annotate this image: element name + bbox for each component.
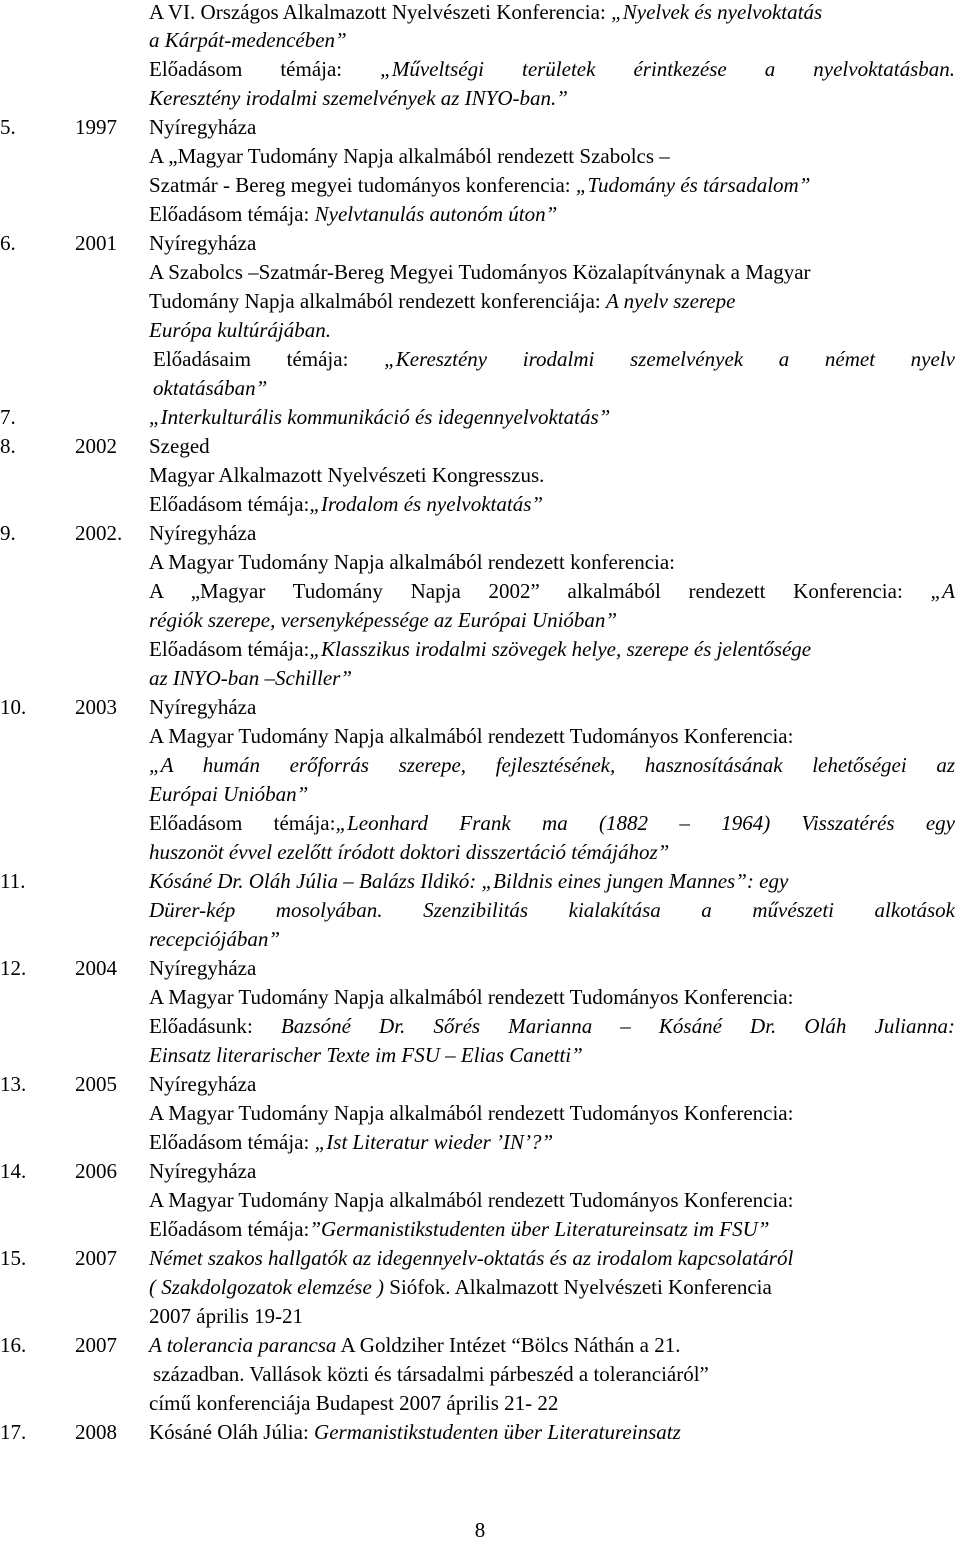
entry-text-line: huszonöt évvel ezelőtt íródott doktori disszertáció témájához”: [149, 840, 670, 864]
entry-text-line: A VI. Országos Alkalmazott Nyelvészeti Konferencia: „Nyelvek és nyelvoktatás: [149, 0, 823, 24]
entry-text-line: Keresztény irodalmi szemelvények az INYO-ban.”: [149, 86, 568, 110]
page-number: 8: [474, 1518, 486, 1542]
entry-text-line: Előadásom témája:„Irodalom és nyelvoktatás”: [149, 492, 544, 516]
entry-text-line: Előadásom témája: „Ist Literatur wieder ’IN’?”: [149, 1130, 554, 1154]
entry-text-line: A Magyar Tudomány Napja alkalmából rendezett Tudományos Konferencia:: [149, 985, 794, 1009]
entry-year: 2008: [75, 1420, 117, 1444]
entry-text-line: „Interkulturális kommunikáció és idegennyelvoktatás”: [149, 405, 611, 429]
entry-text-line: az INYO-ban –Schiller”: [149, 666, 353, 690]
entry-year: 2001: [75, 231, 117, 255]
entry-text-line: A tolerancia parancsa A Goldziher Intézet “Bölcs Náthán a 21.: [149, 1333, 681, 1357]
entry-place: Nyíregyháza: [149, 1072, 257, 1096]
entry-text-line: ( Szakdolgozatok elemzése ) Siófok. Alkalmazott Nyelvészeti Konferencia: [149, 1275, 772, 1299]
entry-text-line: Előadásom témája:”Germanistikstudenten über Literatureinsatz im FSU”: [149, 1217, 770, 1241]
entry-year: 2007: [75, 1246, 117, 1270]
entry-text-line: A „Magyar Tudomány Napja alkalmából rendezett Szabolcs –: [149, 144, 670, 168]
entry-year: 2006: [75, 1159, 117, 1183]
entry-text-line: oktatásában”: [153, 376, 268, 400]
entry-year: 2005: [75, 1072, 117, 1096]
entry-text-line: A Magyar Tudomány Napja alkalmából rendezett Tudományos Konferencia:: [149, 724, 794, 748]
entry-number: 14.: [0, 1159, 27, 1183]
entry-text-line: A „Magyar Tudomány Napja 2002” alkalmából rendezett Konferencia: „A: [149, 579, 955, 603]
entry-number: 17.: [0, 1420, 27, 1444]
entry-text-line: Kósáné Oláh Júlia: Germanistikstudenten über Literatureinsatz: [149, 1420, 681, 1444]
entry-text-line: A Magyar Tudomány Napja alkalmából rendezett Tudományos Konferencia:: [149, 1101, 794, 1125]
entry-text-line: A Szabolcs –Szatmár-Bereg Megyei Tudományos Közalapítványnak a Magyar: [149, 260, 811, 284]
entry-text-line: Magyar Alkalmazott Nyelvészeti Kongresszus.: [149, 463, 545, 487]
entry-place: Nyíregyháza: [149, 956, 257, 980]
entry-text-line: „A humán erőforrás szerepe, fejlesztésének, hasznosításának lehetőségei az: [149, 753, 955, 777]
entry-text-line: Szatmár - Bereg megyei tudományos konferencia: „Tudomány és társadalom”: [149, 173, 811, 197]
entry-text-line: Európai Unióban”: [149, 782, 309, 806]
entry-year: 2002.: [75, 521, 123, 545]
entry-text-line: Kósáné Dr. Oláh Júlia – Balázs Ildikó: „Bildnis eines jungen Mannes”: egy: [149, 869, 789, 893]
entry-place: Nyíregyháza: [149, 1159, 257, 1183]
entry-number: 7.: [0, 405, 16, 429]
entry-place: Nyíregyháza: [149, 695, 257, 719]
entry-text-line: Előadásaim témája: „Keresztény irodalmi szemelvények a német nyelv: [153, 347, 955, 371]
entry-text-line: Európa kultúrájában.: [149, 318, 331, 342]
entry-year: 2007: [75, 1333, 117, 1357]
entry-text-line: Német szakos hallgatók az idegennyelv-oktatás és az irodalom kapcsolatáról: [149, 1246, 794, 1270]
entry-place: Nyíregyháza: [149, 115, 257, 139]
entry-text-line: recepciójában”: [149, 927, 281, 951]
entry-number: 6.: [0, 231, 16, 255]
entry-text-line: Dürer-kép mosolyában. Szenzibilitás kialakítása a művészeti alkotások: [149, 898, 955, 922]
entry-text-line: Előadásom témája:„Klasszikus irodalmi szövegek helye, szerepe és jelentősége: [149, 637, 812, 661]
entry-number: 10.: [0, 695, 27, 719]
entry-number: 11.: [0, 869, 26, 893]
entry-text-line: Előadásom témája: „Műveltségi területek érintkezése a nyelvoktatásban.: [149, 57, 955, 81]
entry-text-line: Előadásunk: Bazsóné Dr. Sőrés Marianna – Kósáné Dr. Oláh Julianna:: [149, 1014, 955, 1038]
entry-number: 8.: [0, 434, 16, 458]
entry-text-line: című konferenciája Budapest 2007 április 21- 22: [149, 1391, 559, 1415]
entry-text-line: A Magyar Tudomány Napja alkalmából rendezett konferencia:: [149, 550, 676, 574]
entry-text-line: Előadásom témája:„Leonhard Frank ma (1882 – 1964) Visszatérés egy: [149, 811, 955, 835]
entry-text-line: Tudomány Napja alkalmából rendezett konferenciája: A nyelv szerepe: [149, 289, 736, 313]
entry-number: 12.: [0, 956, 27, 980]
entry-text-line: a Kárpát-medencében”: [149, 28, 347, 52]
entry-place: Nyíregyháza: [149, 521, 257, 545]
entry-year: 2002: [75, 434, 117, 458]
entry-number: 9.: [0, 521, 16, 545]
entry-number: 16.: [0, 1333, 27, 1357]
entry-place: Szeged: [149, 434, 210, 458]
entry-text-line: 2007 április 19-21: [149, 1304, 303, 1328]
entry-number: 13.: [0, 1072, 27, 1096]
entry-text-line: régiók szerepe, versenyképessége az Európai Unióban”: [149, 608, 618, 632]
entry-place: Nyíregyháza: [149, 231, 257, 255]
entry-text-line: A Magyar Tudomány Napja alkalmából rendezett Tudományos Konferencia:: [149, 1188, 794, 1212]
entry-year: 2004: [75, 956, 117, 980]
entry-text-line: Előadásom témája: Nyelvtanulás autonóm úton”: [149, 202, 558, 226]
entry-year: 1997: [75, 115, 117, 139]
entry-text-line: Einsatz literarischer Texte im FSU – Elias Canetti”: [149, 1043, 583, 1067]
entry-text-line: században. Vallások közti és társadalmi párbeszéd a toleranciáról”: [153, 1362, 709, 1386]
entry-number: 5.: [0, 115, 16, 139]
entry-year: 2003: [75, 695, 117, 719]
entry-number: 15.: [0, 1246, 27, 1270]
